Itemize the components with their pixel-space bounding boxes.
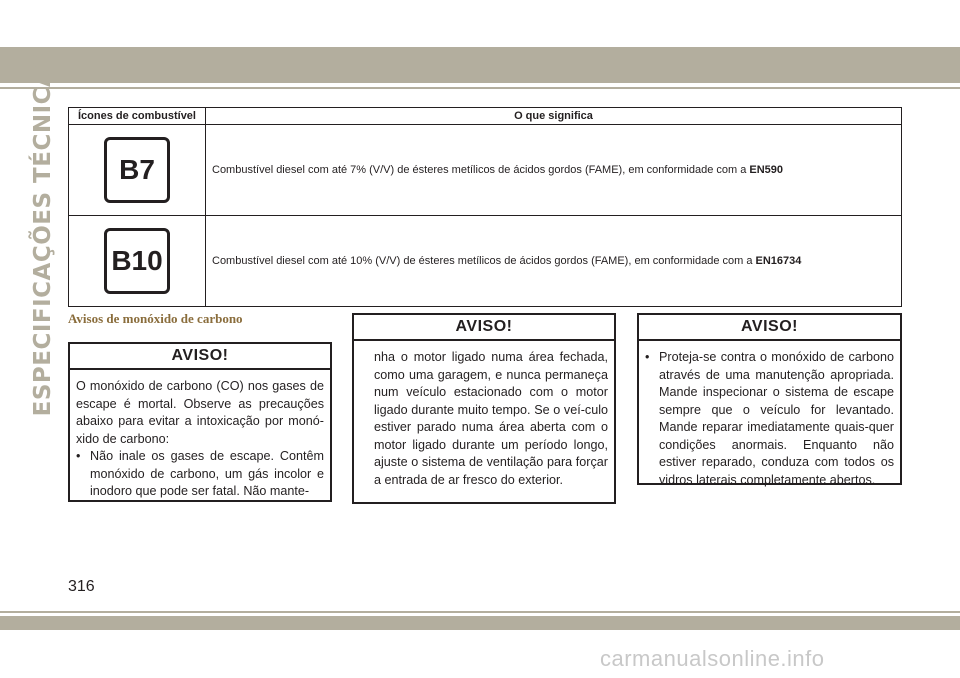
fuel-icon-cell xyxy=(69,125,206,216)
top-rule xyxy=(0,87,960,89)
fuel-meaning-text: Combustível diesel com até 10% (V/V) de ésteres metílicos de ácidos gordos (FAME), em conformidade com a xyxy=(212,255,756,267)
bullet-icon: • xyxy=(645,350,650,364)
warning-continuation-text: nha o motor ligado numa área fechada, como uma garagem, e nunca permaneça num veículo estacionado com o motor ligado durante muito tempo. Se o veí-culo estiver parado numa área aberta com o motor ligado durante um período longo, ajuste o sistema de ventilação para forçar a entrada de ar fresco do exterior. xyxy=(374,350,608,487)
warning-box-3 xyxy=(637,313,902,485)
warning-box-2 xyxy=(352,313,616,504)
fuel-meaning-cell xyxy=(206,125,902,216)
fuel-icons-table xyxy=(68,107,902,307)
top-decorative-band xyxy=(0,47,960,83)
table-row xyxy=(69,216,902,307)
warning-bullet xyxy=(645,349,894,489)
warning-body xyxy=(639,341,900,495)
warning-body xyxy=(354,341,614,495)
fuel-icon-cell xyxy=(69,216,206,307)
header-fuel-icons: Ícones de combustível xyxy=(69,108,206,125)
chapter-side-title xyxy=(26,51,60,417)
header-meaning: O que significa xyxy=(206,108,902,125)
page-number: 316 xyxy=(68,578,95,595)
warning-body xyxy=(70,370,330,507)
bottom-rule xyxy=(0,611,960,613)
bullet-icon: • xyxy=(76,449,81,463)
fuel-meaning-cell xyxy=(206,216,902,307)
chapter-side-title-text: ESPECIFICAÇÕES TÉCNICAS xyxy=(30,51,56,417)
b7-fuel-icon: B7 xyxy=(104,137,170,203)
warning-title: AVISO! xyxy=(70,344,330,370)
warning-title: AVISO! xyxy=(354,315,614,341)
table-row xyxy=(69,125,902,216)
table-header-row xyxy=(69,108,902,125)
b10-fuel-icon: B10 xyxy=(104,228,170,294)
fuel-standard: EN16734 xyxy=(755,255,802,267)
section-heading: Avisos de monóxido de carbono xyxy=(68,311,243,326)
fuel-standard: EN590 xyxy=(749,164,784,176)
warning-intro: O monóxido de carbono (CO) nos gases de escape é mortal. Observe as precauções abaixo para evitar a intoxicação por monó-xido de carbono: xyxy=(76,379,324,446)
warning-bullet-text: Proteja-se contra o monóxido de carbono através de uma manutenção apropriada. Mande inspecionar o sistema de escape sempre que o veículo for levantado. Mande reparar imediatamente quais-quer condições anormais. Enquanto não estiver reparado, conduza com todos os vidros laterais completamente abertos. xyxy=(659,350,894,487)
fuel-meaning-text: Combustível diesel com até 7% (V/V) de ésteres metílicos de ácidos gordos (FAME), em conformidade com a xyxy=(212,164,750,176)
warning-bullet-text: Não inale os gases de escape. Contêm monóxido de carbono, um gás incolor e inodoro que pode ser fatal. Não mante- xyxy=(90,449,324,498)
warning-bullet xyxy=(76,448,324,501)
warning-title: AVISO! xyxy=(639,315,900,341)
bottom-decorative-band xyxy=(0,616,960,630)
warning-box-1 xyxy=(68,342,332,502)
watermark: carmanualsonline.info xyxy=(600,646,825,671)
